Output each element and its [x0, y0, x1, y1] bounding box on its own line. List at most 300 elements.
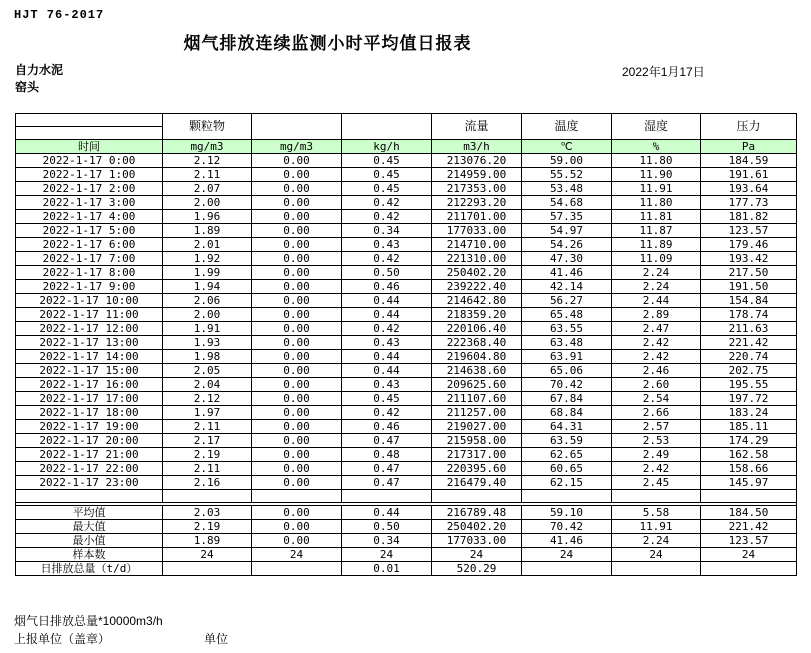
hourly-row	[16, 252, 797, 266]
summary-row	[16, 548, 797, 562]
value-cell: 220106.40	[432, 322, 522, 336]
hourly-row	[16, 462, 797, 476]
value-cell: 209625.60	[432, 378, 522, 392]
value-cell: 54.26	[522, 238, 612, 252]
value-cell: 56.27	[522, 294, 612, 308]
value-cell: 217353.00	[432, 182, 522, 196]
time-cell: 2022-1-17 0:00	[16, 154, 163, 168]
time-cell: 2022-1-17 1:00	[16, 168, 163, 182]
value-cell: 62.65	[522, 448, 612, 462]
value-cell: 0.00	[252, 378, 342, 392]
value-cell	[701, 562, 797, 576]
value-cell: 1.97	[163, 406, 252, 420]
unit-percent: %	[612, 140, 701, 154]
value-cell: 0.00	[252, 476, 342, 490]
value-cell: 0.00	[252, 238, 342, 252]
value-cell: 0.42	[342, 210, 432, 224]
value-cell: 11.80	[612, 154, 701, 168]
value-cell: 2.45	[612, 476, 701, 490]
value-cell: 215958.00	[432, 434, 522, 448]
hourly-row	[16, 476, 797, 490]
hourly-row	[16, 168, 797, 182]
value-cell: 1.93	[163, 336, 252, 350]
hourly-row	[16, 280, 797, 294]
value-cell: 2.44	[612, 294, 701, 308]
value-cell: 2.00	[163, 196, 252, 210]
time-cell: 2022-1-17 14:00	[16, 350, 163, 364]
value-cell: 214638.60	[432, 364, 522, 378]
empty-cell	[16, 490, 163, 503]
value-cell: 0.00	[252, 294, 342, 308]
value-cell: 63.55	[522, 322, 612, 336]
hourly-row	[16, 434, 797, 448]
value-cell: 220395.60	[432, 462, 522, 476]
value-cell: 2.66	[612, 406, 701, 420]
value-cell: 2.24	[612, 534, 701, 548]
value-cell: 202.75	[701, 364, 797, 378]
value-cell: 41.46	[522, 534, 612, 548]
value-cell: 2.57	[612, 420, 701, 434]
value-cell: 239222.40	[432, 280, 522, 294]
value-cell: 2.04	[163, 378, 252, 392]
value-cell: 2.49	[612, 448, 701, 462]
time-cell: 2022-1-17 16:00	[16, 378, 163, 392]
value-cell: 0.47	[342, 476, 432, 490]
value-cell: 216789.48	[432, 506, 522, 520]
value-cell: 221.42	[701, 336, 797, 350]
value-cell: 2.89	[612, 308, 701, 322]
value-cell: 0.44	[342, 364, 432, 378]
empty-cell	[522, 490, 612, 503]
value-cell: 57.35	[522, 210, 612, 224]
value-cell: 0.50	[342, 520, 432, 534]
value-cell: 0.00	[252, 308, 342, 322]
value-cell: 0.43	[342, 238, 432, 252]
value-cell: 1.98	[163, 350, 252, 364]
hourly-row	[16, 364, 797, 378]
value-cell: 2.01	[163, 238, 252, 252]
value-cell	[163, 562, 252, 576]
value-cell: 0.00	[252, 462, 342, 476]
value-cell: 0.00	[252, 266, 342, 280]
value-cell: 0.00	[252, 506, 342, 520]
value-cell: 0.45	[342, 392, 432, 406]
time-cell: 2022-1-17 8:00	[16, 266, 163, 280]
hourly-row	[16, 378, 797, 392]
value-cell: 0.00	[252, 520, 342, 534]
summary-body	[16, 506, 797, 576]
value-cell: 2.07	[163, 182, 252, 196]
value-cell: 24	[701, 548, 797, 562]
value-cell: 1.89	[163, 224, 252, 238]
value-cell: 520.29	[432, 562, 522, 576]
value-cell: 0.42	[342, 196, 432, 210]
hourly-row	[16, 350, 797, 364]
value-cell: 250402.20	[432, 520, 522, 534]
summary-row	[16, 562, 797, 576]
time-cell: 2022-1-17 20:00	[16, 434, 163, 448]
value-cell: 184.50	[701, 506, 797, 520]
value-cell: 0.45	[342, 154, 432, 168]
value-cell: 11.89	[612, 238, 701, 252]
value-cell: 2.60	[612, 378, 701, 392]
value-cell: 195.55	[701, 378, 797, 392]
value-cell: 0.00	[252, 448, 342, 462]
report-unit-label: 上报单位（盖章）	[14, 632, 111, 646]
value-cell: 70.42	[522, 520, 612, 534]
value-cell: 0.00	[252, 280, 342, 294]
value-cell: 0.45	[342, 168, 432, 182]
value-cell: 0.00	[252, 350, 342, 364]
hourly-row	[16, 210, 797, 224]
value-cell	[522, 562, 612, 576]
value-cell: 24	[252, 548, 342, 562]
col-header-particulate: 颗粒物	[163, 114, 252, 140]
hourly-row	[16, 238, 797, 252]
empty-cell	[432, 490, 522, 503]
time-cell: 2022-1-17 21:00	[16, 448, 163, 462]
value-cell: 191.61	[701, 168, 797, 182]
value-cell: 154.84	[701, 294, 797, 308]
value-cell: 54.68	[522, 196, 612, 210]
hourly-row	[16, 448, 797, 462]
value-cell: 24	[522, 548, 612, 562]
time-cell: 2022-1-17 11:00	[16, 308, 163, 322]
summary-label-cell: 最大值	[16, 520, 163, 534]
value-cell: 11.91	[612, 182, 701, 196]
value-cell: 63.59	[522, 434, 612, 448]
col-header-pressure: 压力	[701, 114, 797, 140]
value-cell: 2.46	[612, 364, 701, 378]
value-cell: 193.64	[701, 182, 797, 196]
separator-body	[16, 490, 797, 506]
value-cell: 250402.20	[432, 266, 522, 280]
value-cell: 0.00	[252, 336, 342, 350]
value-cell: 0.00	[252, 210, 342, 224]
value-cell: 0.34	[342, 224, 432, 238]
value-cell: 11.91	[612, 520, 701, 534]
value-cell: 2.00	[163, 308, 252, 322]
value-cell: 70.42	[522, 378, 612, 392]
time-cell: 2022-1-17 6:00	[16, 238, 163, 252]
page-title: 烟气排放连续监测小时平均值日报表	[183, 34, 472, 53]
value-cell: 212293.20	[432, 196, 522, 210]
time-cell: 2022-1-17 3:00	[16, 196, 163, 210]
unit-kgh: kg/h	[342, 140, 432, 154]
table-header	[16, 114, 797, 154]
value-cell: 2.24	[612, 280, 701, 294]
group-header-row	[16, 114, 797, 127]
value-cell: 0.00	[252, 434, 342, 448]
unit-header-row	[16, 140, 797, 154]
value-cell: 24	[432, 548, 522, 562]
value-cell: 2.24	[612, 266, 701, 280]
col-header-blank-2	[342, 114, 432, 140]
value-cell: 62.15	[522, 476, 612, 490]
value-cell: 24	[612, 548, 701, 562]
value-cell: 0.00	[252, 534, 342, 548]
flue-gas-total-note: 烟气日排放总量*10000m3/h	[14, 614, 163, 628]
value-cell: 218359.20	[432, 308, 522, 322]
value-cell: 0.47	[342, 434, 432, 448]
hourly-row	[16, 182, 797, 196]
value-cell: 2.42	[612, 336, 701, 350]
value-cell: 11.81	[612, 210, 701, 224]
value-cell: 213076.20	[432, 154, 522, 168]
time-cell: 2022-1-17 13:00	[16, 336, 163, 350]
value-cell: 59.10	[522, 506, 612, 520]
time-cell: 2022-1-17 18:00	[16, 406, 163, 420]
value-cell: 123.57	[701, 534, 797, 548]
value-cell: 211701.00	[432, 210, 522, 224]
value-cell: 60.65	[522, 462, 612, 476]
corner-cell-top	[16, 114, 163, 127]
unit-m3h: m3/h	[432, 140, 522, 154]
value-cell: 211257.00	[432, 406, 522, 420]
time-cell: 2022-1-17 2:00	[16, 182, 163, 196]
empty-cell	[252, 490, 342, 503]
value-cell: 2.19	[163, 448, 252, 462]
time-cell: 2022-1-17 5:00	[16, 224, 163, 238]
value-cell: 2.16	[163, 476, 252, 490]
value-cell: 2.47	[612, 322, 701, 336]
value-cell: 0.43	[342, 336, 432, 350]
value-cell: 2.05	[163, 364, 252, 378]
value-cell: 0.00	[252, 154, 342, 168]
value-cell: 2.06	[163, 294, 252, 308]
value-cell: 11.09	[612, 252, 701, 266]
value-cell: 2.11	[163, 168, 252, 182]
value-cell: 2.42	[612, 462, 701, 476]
value-cell: 11.90	[612, 168, 701, 182]
value-cell: 219027.00	[432, 420, 522, 434]
value-cell: 174.29	[701, 434, 797, 448]
value-cell: 1.99	[163, 266, 252, 280]
value-cell: 2.42	[612, 350, 701, 364]
value-cell: 214959.00	[432, 168, 522, 182]
value-cell: 0.44	[342, 506, 432, 520]
value-cell: 185.11	[701, 420, 797, 434]
unit-pa: Pa	[701, 140, 797, 154]
value-cell: 0.47	[342, 462, 432, 476]
value-cell: 0.42	[342, 406, 432, 420]
value-cell: 55.52	[522, 168, 612, 182]
value-cell: 2.54	[612, 392, 701, 406]
hourly-row	[16, 308, 797, 322]
value-cell: 191.50	[701, 280, 797, 294]
summary-row	[16, 534, 797, 548]
value-cell	[252, 562, 342, 576]
hourly-row	[16, 266, 797, 280]
unit-label: 单位	[204, 632, 229, 646]
hourly-row	[16, 336, 797, 350]
hourly-row	[16, 392, 797, 406]
summary-label-cell: 日排放总量（t/d）	[16, 562, 163, 576]
empty-cell	[163, 490, 252, 503]
value-cell: 197.72	[701, 392, 797, 406]
footer-signature-line	[14, 630, 228, 647]
value-cell: 0.00	[252, 182, 342, 196]
summary-label-cell: 平均值	[16, 506, 163, 520]
report-date: 2022年1月17日	[622, 65, 705, 79]
value-cell: 2.12	[163, 392, 252, 406]
hourly-row	[16, 420, 797, 434]
hourly-row	[16, 322, 797, 336]
value-cell: 0.46	[342, 280, 432, 294]
value-cell: 179.46	[701, 238, 797, 252]
value-cell: 0.44	[342, 350, 432, 364]
value-cell: 68.84	[522, 406, 612, 420]
col-header-flow: 流量	[432, 114, 522, 140]
value-cell: 42.14	[522, 280, 612, 294]
value-cell: 0.43	[342, 378, 432, 392]
value-cell: 183.24	[701, 406, 797, 420]
value-cell: 211.63	[701, 322, 797, 336]
unit-mgm3-1: mg/m3	[163, 140, 252, 154]
hourly-average-table	[15, 113, 797, 576]
value-cell: 63.91	[522, 350, 612, 364]
value-cell: 181.82	[701, 210, 797, 224]
value-cell: 59.00	[522, 154, 612, 168]
col-header-temperature: 温度	[522, 114, 612, 140]
value-cell: 217317.00	[432, 448, 522, 462]
value-cell: 177033.00	[432, 534, 522, 548]
value-cell: 65.06	[522, 364, 612, 378]
value-cell: 0.00	[252, 168, 342, 182]
value-cell: 217.50	[701, 266, 797, 280]
time-cell: 2022-1-17 19:00	[16, 420, 163, 434]
value-cell	[612, 562, 701, 576]
value-cell: 0.48	[342, 448, 432, 462]
hourly-row	[16, 224, 797, 238]
time-cell: 2022-1-17 17:00	[16, 392, 163, 406]
value-cell: 0.50	[342, 266, 432, 280]
value-cell: 177.73	[701, 196, 797, 210]
value-cell: 184.59	[701, 154, 797, 168]
value-cell: 158.66	[701, 462, 797, 476]
time-cell: 2022-1-17 12:00	[16, 322, 163, 336]
value-cell: 11.87	[612, 224, 701, 238]
col-header-blank-1	[252, 114, 342, 140]
unit-mgm3-2: mg/m3	[252, 140, 342, 154]
value-cell: 1.91	[163, 322, 252, 336]
monitor-point-name: 窑头	[15, 80, 40, 94]
value-cell: 2.12	[163, 154, 252, 168]
hourly-row	[16, 196, 797, 210]
col-header-humidity: 湿度	[612, 114, 701, 140]
value-cell: 0.00	[252, 364, 342, 378]
value-cell: 1.92	[163, 252, 252, 266]
value-cell: 24	[163, 548, 252, 562]
time-cell: 2022-1-17 7:00	[16, 252, 163, 266]
value-cell: 0.42	[342, 252, 432, 266]
hourly-row	[16, 294, 797, 308]
value-cell: 0.00	[252, 406, 342, 420]
value-cell: 2.03	[163, 506, 252, 520]
value-cell: 221310.00	[432, 252, 522, 266]
company-name: 自力水泥	[15, 63, 64, 77]
time-cell: 2022-1-17 10:00	[16, 294, 163, 308]
value-cell: 0.00	[252, 196, 342, 210]
value-cell: 193.42	[701, 252, 797, 266]
value-cell: 221.42	[701, 520, 797, 534]
value-cell: 2.19	[163, 520, 252, 534]
summary-row	[16, 520, 797, 534]
value-cell: 0.00	[252, 392, 342, 406]
summary-label-cell: 最小值	[16, 534, 163, 548]
time-cell: 2022-1-17 23:00	[16, 476, 163, 490]
value-cell: 219604.80	[432, 350, 522, 364]
value-cell: 2.53	[612, 434, 701, 448]
value-cell: 145.97	[701, 476, 797, 490]
empty-cell	[342, 490, 432, 503]
value-cell: 0.44	[342, 308, 432, 322]
value-cell: 1.89	[163, 534, 252, 548]
value-cell: 0.01	[342, 562, 432, 576]
value-cell: 214642.80	[432, 294, 522, 308]
value-cell: 24	[342, 548, 432, 562]
value-cell: 178.74	[701, 308, 797, 322]
value-cell: 2.17	[163, 434, 252, 448]
value-cell: 0.00	[252, 322, 342, 336]
hourly-body	[16, 154, 797, 490]
value-cell: 54.97	[522, 224, 612, 238]
hourly-row	[16, 406, 797, 420]
value-cell: 65.48	[522, 308, 612, 322]
value-cell: 0.00	[252, 420, 342, 434]
value-cell: 2.11	[163, 420, 252, 434]
value-cell: 67.84	[522, 392, 612, 406]
time-cell: 2022-1-17 4:00	[16, 210, 163, 224]
corner-cell-bottom	[16, 127, 163, 140]
value-cell: 0.34	[342, 534, 432, 548]
value-cell: 1.94	[163, 280, 252, 294]
value-cell: 211107.60	[432, 392, 522, 406]
value-cell: 53.48	[522, 182, 612, 196]
time-header: 时间	[16, 140, 163, 154]
empty-cell	[701, 490, 797, 503]
value-cell: 47.30	[522, 252, 612, 266]
empty-row	[16, 490, 797, 503]
empty-cell	[612, 490, 701, 503]
time-cell: 2022-1-17 22:00	[16, 462, 163, 476]
value-cell: 177033.00	[432, 224, 522, 238]
unit-celsius: ℃	[522, 140, 612, 154]
value-cell: 41.46	[522, 266, 612, 280]
value-cell: 222368.40	[432, 336, 522, 350]
value-cell: 0.45	[342, 182, 432, 196]
value-cell: 0.42	[342, 322, 432, 336]
hourly-row	[16, 154, 797, 168]
summary-label-cell: 样本数	[16, 548, 163, 562]
value-cell: 5.58	[612, 506, 701, 520]
value-cell: 63.48	[522, 336, 612, 350]
standard-code: HJT 76-2017	[14, 8, 105, 22]
value-cell: 216479.40	[432, 476, 522, 490]
value-cell: 220.74	[701, 350, 797, 364]
value-cell: 11.80	[612, 196, 701, 210]
value-cell: 0.46	[342, 420, 432, 434]
time-cell: 2022-1-17 9:00	[16, 280, 163, 294]
value-cell: 123.57	[701, 224, 797, 238]
value-cell: 0.00	[252, 224, 342, 238]
value-cell: 64.31	[522, 420, 612, 434]
value-cell: 1.96	[163, 210, 252, 224]
value-cell: 162.58	[701, 448, 797, 462]
value-cell: 214710.00	[432, 238, 522, 252]
value-cell: 2.11	[163, 462, 252, 476]
value-cell: 0.00	[252, 252, 342, 266]
